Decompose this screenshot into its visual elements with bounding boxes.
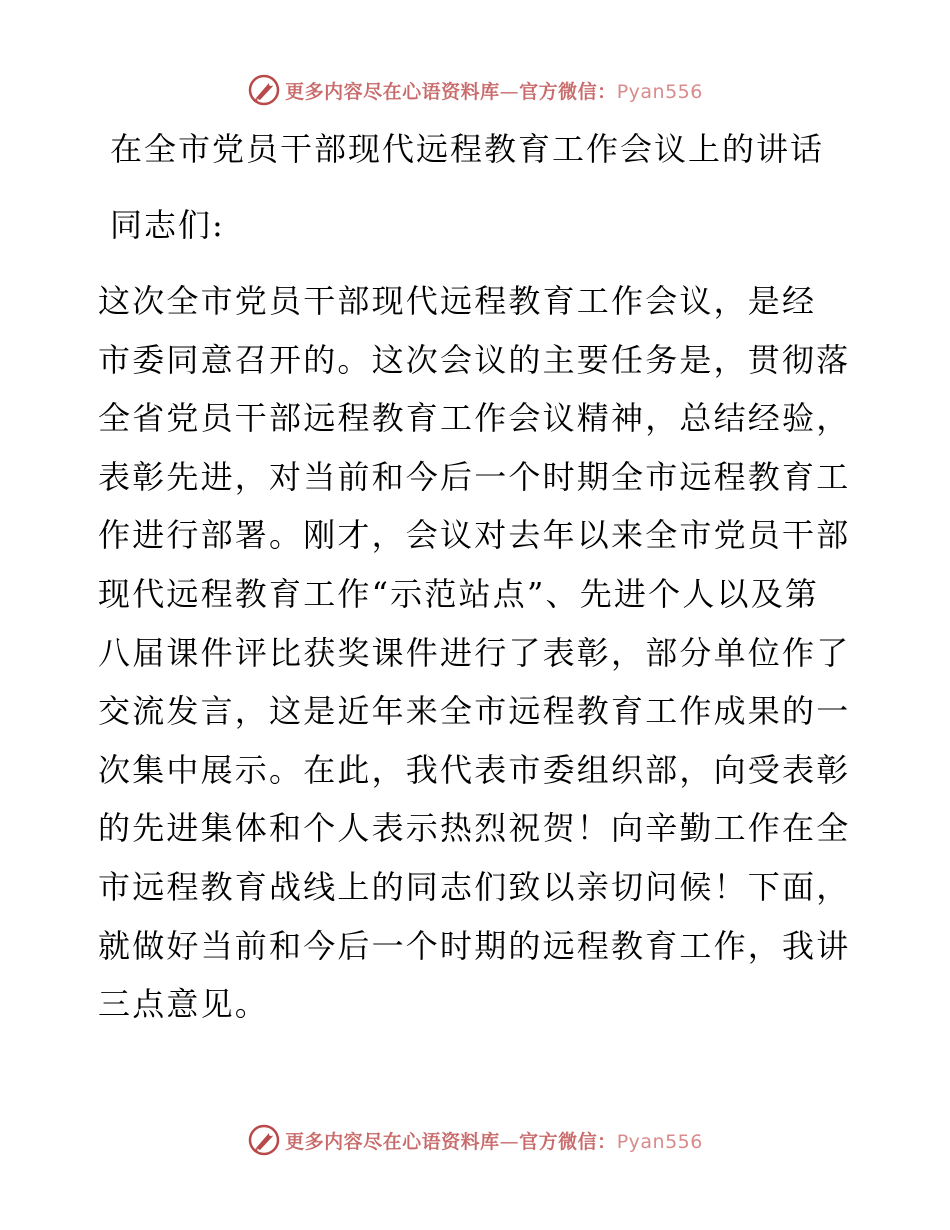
body-line: 交流发言，这是近年来全市远程教育工作成果的一 (98, 692, 851, 731)
pen-logo-icon (247, 73, 281, 107)
watermark-dash: — (499, 80, 520, 103)
pen-logo-icon (247, 1123, 281, 1157)
watermark-main: 更多内容尽在心语资料库 (285, 1130, 500, 1153)
body-line: 这次全市党员干部现代远程教育工作会议，是经 (98, 282, 817, 320)
body-line: 市委同意召开的。这次会议的主要任务是，贯彻落 (98, 340, 851, 379)
body-line: 的先进集体和个人表示热烈祝贺！向辛勤工作在全 (98, 809, 851, 848)
body-line: 就做好当前和今后一个时期的远程教育工作，我讲 (98, 926, 851, 965)
body-line: 现代远程教育工作“示范站点”、先进个人以及第 (98, 574, 820, 613)
watermark-dash: — (499, 1130, 520, 1153)
body-paragraph (98, 272, 858, 1034)
document-title: 在全市党员干部现代远程教育工作会议上的讲话 (110, 130, 825, 168)
watermark-label: 官方微信： (519, 80, 617, 103)
watermark-label: 官方微信： (519, 1130, 617, 1153)
body-line: 三点意见。 (98, 985, 270, 1024)
body-line: 表彰先进，对当前和今后一个时期全市远程教育工 (98, 457, 851, 496)
greeting: 同志们: (110, 206, 225, 244)
watermark-id: Pyan556 (616, 80, 703, 103)
body-line: 全省党员干部远程教育工作会议精神，总结经验， (98, 399, 851, 438)
watermark-main: 更多内容尽在心语资料库 (285, 80, 500, 103)
watermark-text (285, 77, 703, 104)
watermark-text (285, 1127, 703, 1154)
watermark-id: Pyan556 (616, 1130, 703, 1153)
body-line: 八届课件评比获奖课件进行了表彰，部分单位作了 (98, 633, 851, 672)
header-watermark (0, 70, 950, 110)
body-line: 作进行部署。刚才，会议对去年以来全市党员干部 (98, 516, 851, 555)
footer-watermark (0, 1120, 950, 1160)
body-line: 市远程教育战线上的同志们致以亲切问候！下面， (98, 867, 851, 906)
body-line: 次集中展示。在此，我代表市委组织部，向受表彰 (98, 750, 851, 789)
